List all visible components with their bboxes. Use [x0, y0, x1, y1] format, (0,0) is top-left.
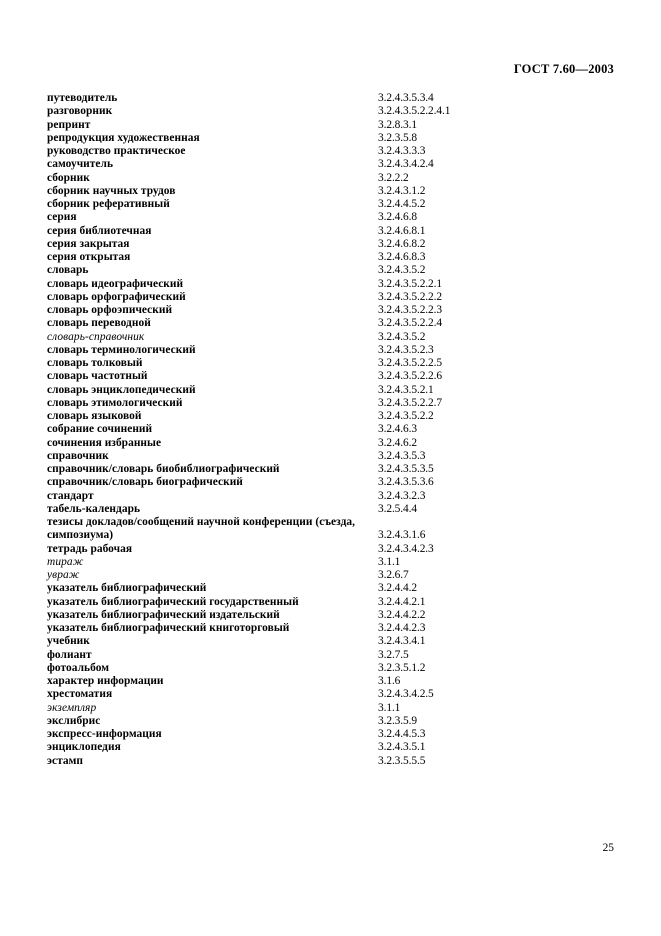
index-term: указатель библиографический книготорговый [47, 622, 290, 634]
index-term: указатель библиографический государственный [47, 595, 299, 608]
index-entry [47, 702, 614, 715]
index-reference: 3.2.4.6.8.2 [378, 237, 426, 250]
index-entry [47, 755, 614, 768]
index-term: словарь энциклопедический [47, 383, 196, 396]
index-term: стандарт [47, 489, 94, 502]
index-entry [47, 622, 614, 635]
index-entry [47, 516, 614, 543]
index-term: самоучитель [47, 158, 114, 171]
index-term: серия открытая [47, 251, 131, 263]
index-term: словарь орфоэпический [47, 304, 173, 316]
index-entry [47, 264, 614, 277]
index-entry [47, 635, 614, 648]
index-term: руководство практическое [47, 145, 186, 157]
index-reference: 3.2.4.3.5.3.5 [378, 463, 434, 475]
index-entry [47, 423, 614, 436]
index-entry [47, 278, 614, 291]
index-reference: 3.2.4.3.5.2.2.3 [378, 304, 442, 316]
index-term: словарь переводной [47, 317, 151, 330]
index-reference: 3.2.3.5.8 [378, 131, 417, 144]
index-reference: 3.2.4.3.5.2.3 [378, 343, 434, 356]
index-reference: 3.2.3.5.5.5 [378, 754, 426, 767]
index-reference: 3.2.4.6.8 [378, 211, 417, 224]
index-reference: 3.1.1 [378, 701, 401, 714]
index-entry [47, 609, 614, 622]
index-reference: 3.2.4.4.2 [378, 582, 417, 595]
index-entry [47, 304, 614, 317]
index-entry [47, 741, 614, 754]
index-term: словарь этимологический [47, 396, 183, 409]
index-term: словарь частотный [47, 370, 148, 383]
index-entry [47, 397, 614, 410]
index-term: справочник/словарь биобиблиографический [47, 463, 280, 475]
index-reference: 3.2.4.3.1.2 [378, 184, 426, 197]
index-entry [47, 450, 614, 463]
index-term: тезисы докладов/сообщений научной конференции (съезда, симпозиума) [47, 516, 356, 542]
index-entry [47, 543, 614, 556]
index-term: серия закрытая [47, 237, 130, 250]
index-term: серия [47, 211, 77, 224]
index-entry [47, 370, 614, 383]
index-entry [47, 92, 614, 105]
index-entry [47, 715, 614, 728]
index-entry [47, 211, 614, 224]
index-reference: 3.2.4.4.2.2 [378, 608, 426, 621]
index-term: характер информации [47, 675, 164, 687]
index-term: репринт [47, 118, 91, 131]
index-reference: 3.2.8.3.1 [378, 118, 417, 131]
index-entry [47, 384, 614, 397]
index-term: энциклопедия [47, 741, 121, 754]
index-entry [47, 410, 614, 423]
index-entry [47, 596, 614, 609]
index-entry [47, 331, 614, 344]
index-term: увраж [47, 569, 80, 581]
index-entry [47, 688, 614, 701]
alphabetical-index-list [47, 92, 614, 768]
index-entry [47, 145, 614, 158]
index-term: указатель библиографический издательский [47, 608, 280, 621]
index-reference: 3.2.5.4.4 [378, 502, 417, 515]
index-reference: 3.2.4.3.5.3 [378, 449, 426, 462]
index-term: словарь языковой [47, 410, 142, 422]
index-term: репродукция художественная [47, 131, 200, 144]
index-entry [47, 675, 614, 688]
index-entry [47, 317, 614, 330]
index-term: серия библиотечная [47, 224, 152, 237]
index-entry [47, 132, 614, 145]
index-entry [47, 503, 614, 516]
index-term: словарь [47, 264, 89, 277]
index-reference: 3.2.4.6.3 [378, 423, 417, 436]
index-term: словарь идеографический [47, 277, 184, 290]
index-reference: 3.2.4.3.5.2.2.6 [378, 370, 442, 383]
index-entry [47, 225, 614, 238]
index-reference: 3.2.4.3.5.2.2 [378, 410, 434, 422]
index-term: словарь толковый [47, 357, 143, 369]
index-term: словарь орфографический [47, 290, 186, 303]
index-entry [47, 649, 614, 662]
index-reference: 3.2.4.3.5.1 [378, 741, 426, 754]
standard-number: ГОСТ 7.60—2003 [513, 62, 614, 76]
index-entry [47, 185, 614, 198]
index-entry [47, 158, 614, 171]
index-reference: 3.2.4.4.2.3 [378, 622, 426, 634]
index-entry [47, 172, 614, 185]
index-reference: 3.2.4.4.5.3 [378, 728, 426, 740]
index-entry [47, 119, 614, 132]
index-term: фотоальбом [47, 661, 110, 674]
index-entry [47, 569, 614, 582]
index-reference: 3.1.1 [378, 555, 401, 568]
index-reference: 3.2.4.6.2 [378, 436, 417, 449]
index-entry [47, 238, 614, 251]
index-term: сборник [47, 171, 90, 184]
index-reference: 3.2.4.3.5.2.2.1 [378, 277, 442, 290]
index-entry [47, 251, 614, 264]
index-term: путеводитель [47, 92, 118, 104]
index-reference: 3.2.3.5.1.2 [378, 661, 426, 674]
index-term: учебник [47, 635, 90, 648]
index-term: указатель библиографический [47, 582, 207, 595]
index-term: табель-календарь [47, 502, 141, 515]
index-reference: 3.2.6.7 [378, 569, 409, 581]
index-entry [47, 291, 614, 304]
index-term: эстамп [47, 754, 84, 767]
index-reference: 3.2.4.4.2.1 [378, 595, 426, 608]
index-entry [47, 105, 614, 118]
index-term: тетрадь рабочая [47, 542, 133, 555]
index-reference: 3.2.7.5 [378, 648, 409, 661]
index-reference: 3.2.4.6.8.1 [378, 224, 426, 237]
index-reference: 3.2.4.3.5.2.2.7 [378, 396, 442, 409]
index-reference: 3.2.3.5.9 [378, 714, 417, 727]
index-reference: 3.2.4.3.4.2.3 [378, 542, 434, 555]
index-entry [47, 476, 614, 489]
index-term: экслибрис [47, 714, 101, 727]
index-term: тираж [47, 555, 84, 568]
index-entry [47, 556, 614, 569]
index-term: фолиант [47, 648, 92, 661]
index-reference: 3.1.6 [378, 675, 401, 687]
index-entry [47, 198, 614, 211]
running-header [47, 60, 614, 78]
index-term: хрестоматия [47, 688, 113, 701]
index-entry [47, 662, 614, 675]
index-term: сочинения избранные [47, 436, 162, 449]
index-term: экспресс-информация [47, 728, 162, 740]
index-reference: 3.2.4.3.5.2.2.4 [378, 317, 442, 330]
index-reference: 3.2.4.3.4.2.4 [378, 158, 434, 171]
index-term: справочник [47, 449, 109, 462]
index-entry [47, 437, 614, 450]
index-term: разговорник [47, 105, 113, 118]
index-reference: 3.2.4.3.5.3.6 [378, 476, 434, 489]
page-number: 25 [602, 842, 614, 854]
index-reference: 3.2.4.3.4.2.5 [378, 688, 434, 701]
index-entry [47, 344, 614, 357]
index-reference: 3.2.4.3.5.2 [378, 264, 426, 277]
index-term: справочник/словарь биографический [47, 476, 243, 489]
index-reference: 3.2.4.3.5.2.1 [378, 383, 434, 396]
page-footer [47, 838, 614, 854]
index-entry [47, 582, 614, 595]
index-term: собрание сочинений [47, 423, 153, 436]
index-entry [47, 463, 614, 476]
index-term: словарь-справочник [47, 330, 145, 343]
index-reference: 3.2.4.3.5.2.2.5 [378, 357, 442, 369]
index-reference: 3.2.4.3.5.2 [378, 330, 426, 343]
index-entry [47, 490, 614, 503]
index-reference: 3.2.4.4.5.2 [378, 198, 426, 210]
index-reference: 3.2.4.3.5.3.4 [378, 92, 434, 104]
index-reference: 3.2.4.3.2.3 [378, 489, 426, 502]
index-term: сборник научных трудов [47, 184, 176, 197]
index-term: сборник реферативный [47, 198, 170, 210]
index-reference: 3.2.4.3.5.2.2.4.1 [378, 105, 451, 118]
index-entry [47, 357, 614, 370]
index-reference: 3.2.4.3.3.3 [378, 145, 426, 157]
index-reference: 3.2.2.2 [378, 171, 409, 184]
index-reference: 3.2.4.3.1.6 [378, 529, 426, 542]
index-term: словарь терминологический [47, 343, 196, 356]
index-term: экземпляр [47, 701, 97, 714]
index-reference: 3.2.4.3.4.1 [378, 635, 426, 648]
index-reference: 3.2.4.3.5.2.2.2 [378, 290, 442, 303]
index-entry [47, 728, 614, 741]
index-reference: 3.2.4.6.8.3 [378, 251, 426, 263]
